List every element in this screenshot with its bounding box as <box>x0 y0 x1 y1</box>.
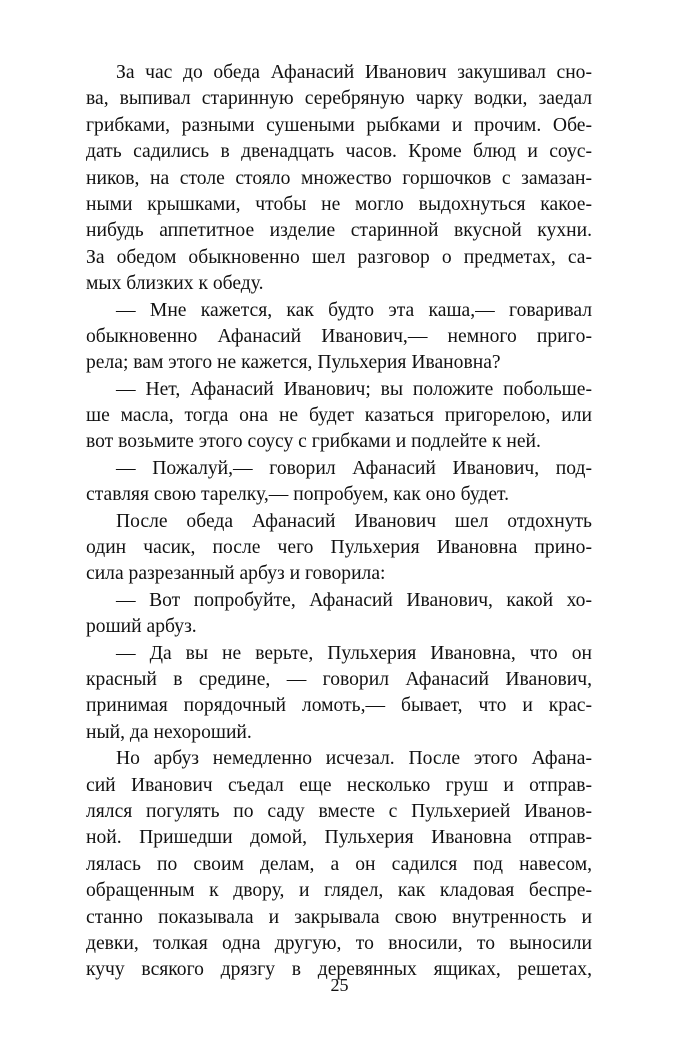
text-line: мых близких к обеду. <box>86 273 264 295</box>
text-line: лялась по своим делам, а он садился под навесом, <box>86 853 592 875</box>
paragraph <box>86 456 592 509</box>
text-line: дать садились в двенадцать часов. Кроме блюд и соус- <box>86 141 592 163</box>
text-line: обращенным к двору, и глядел, как кладовая беспре- <box>86 880 592 902</box>
text-line: вот возьмите этого соусу с грибками и подлейте к ней. <box>86 431 541 453</box>
text-line: За обедом обыкновенно шел разговор о предметах, са- <box>86 246 592 268</box>
text-line: После обеда Афанасий Иванович шел отдохнуть <box>116 510 592 532</box>
text-line: девки, толкая одна другую, то вносили, то выносили <box>86 932 592 954</box>
text-line: ставляя свою тарелку,— попробуем, как оно будет. <box>86 484 510 506</box>
paragraph <box>86 641 592 747</box>
paragraph <box>86 298 592 377</box>
paragraph <box>86 588 592 641</box>
text-line: принимая порядочный ломоть,— бывает, что и крас- <box>86 695 592 717</box>
text-line: рела; вам этого не кажется, Пульхерия Ивановна? <box>86 352 501 374</box>
text-line: обыкновенно Афанасий Иванович,— немного пригo- <box>86 325 592 347</box>
text-line: кучу всякого дрязгу в деревянных ящиках, решетах, <box>86 959 592 981</box>
text-line: ва, выпивал старинную серебряную чарку водки, заедал <box>86 88 592 110</box>
text-line: грибками, разными сушеными рыбками и прочим. Обе- <box>86 114 592 136</box>
text-line: Но арбуз немедленно исчезал. После этого Афана- <box>116 748 592 770</box>
text-line: один часик, после чего Пульхерия Ивановна прино- <box>86 537 592 559</box>
text-line: — Да вы не верьте, Пульхерия Ивановна, что он <box>116 642 592 664</box>
text-line: станно показывала и закрывала свою внутренность и <box>86 906 592 928</box>
text-line: красный в средине, — говорил Афанасий Иванович, <box>86 668 592 690</box>
text-line: ников, на столе стояло множество горшочков с замазан- <box>86 167 592 189</box>
text-line: ными крышками, чтобы не могло выдохнуться какое- <box>86 193 592 215</box>
text-line: За час до обеда Афанасий Иванович закушивал сно- <box>116 62 592 83</box>
text-line: — Вот попробуйте, Афанасий Иванович, какой хо- <box>116 589 592 611</box>
text-line: лялся погулять по саду вместе с Пульхерией Иванов- <box>86 800 592 822</box>
body-text <box>86 60 592 984</box>
paragraph <box>86 377 592 456</box>
text-line: ше масла, тогда она не будет казаться пригорелою, или <box>86 405 592 427</box>
text-line: ной. Пришедши домой, Пульхерия Ивановна отправ- <box>86 827 592 849</box>
page-number: 25 <box>330 975 349 995</box>
paragraph <box>86 509 592 588</box>
text-line: ный, да нехороший. <box>86 721 252 743</box>
text-line: — Пожалуй,— говорил Афанасий Иванович, под- <box>116 457 592 479</box>
text-line: роший арбуз. <box>86 616 197 638</box>
text-line: сий Иванович съедал еще несколько груш и отправ- <box>86 774 592 796</box>
text-line: нибудь аппетитное изделие старинной вкусной кухни. <box>86 220 592 242</box>
text-line: — Нет, Афанасий Иванович; вы положите побольше- <box>116 378 592 400</box>
text-line: сила разрезанный арбуз и говорила: <box>86 563 386 585</box>
paragraph <box>86 746 592 984</box>
text-line: — Мне кажется, как будто эта каша,— говаривал <box>116 299 592 321</box>
paragraph <box>86 60 592 298</box>
